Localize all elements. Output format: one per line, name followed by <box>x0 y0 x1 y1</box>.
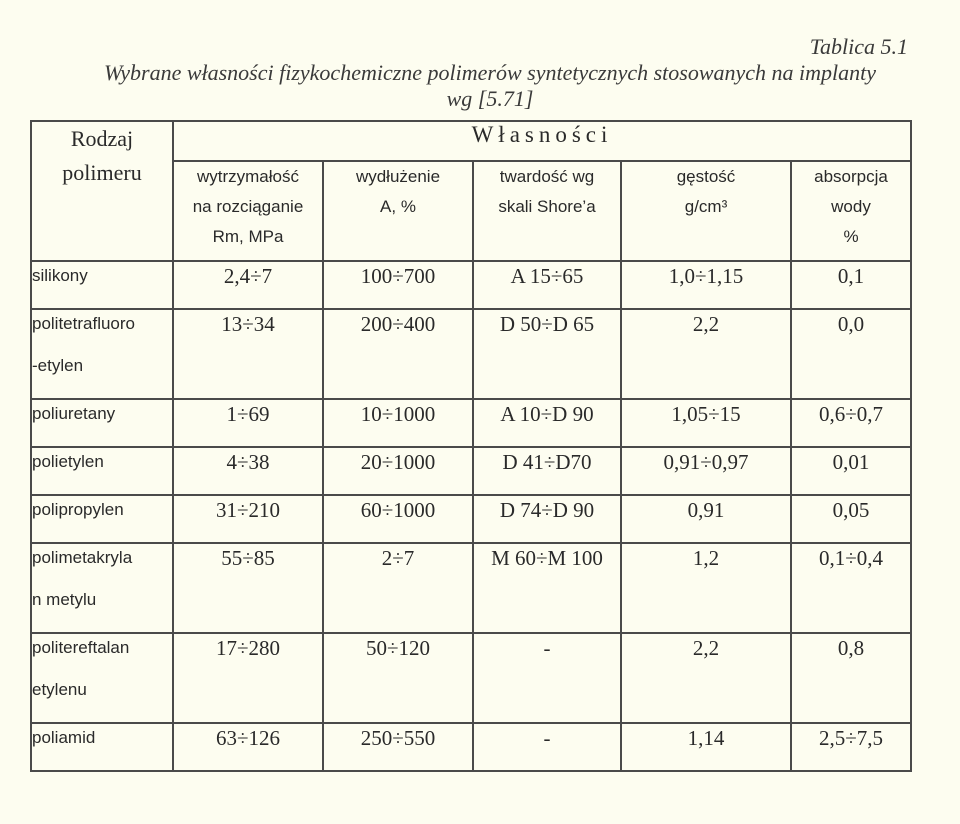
value-cell: 60÷1000 <box>323 495 473 543</box>
column-header-line: % <box>843 227 859 246</box>
column-header-hardness <box>473 161 621 261</box>
table-row <box>31 261 911 309</box>
table-title <box>60 60 920 112</box>
value-cell: 0,91 <box>621 495 791 543</box>
column-header-line: gęstość <box>676 167 736 186</box>
polymer-name: poliamid <box>32 728 96 747</box>
polymer-name: n metylu <box>32 590 97 609</box>
column-header-elongation <box>323 161 473 261</box>
value-cell: 2,2 <box>621 309 791 399</box>
value-cell: 63÷126 <box>173 723 323 771</box>
polymer-name-cell <box>31 447 173 495</box>
table-row <box>31 543 911 633</box>
polymer-name-cell <box>31 543 173 633</box>
column-header-line: twardość wg <box>499 167 595 186</box>
value-cell: 50÷120 <box>323 633 473 723</box>
value-cell: 0,91÷0,97 <box>621 447 791 495</box>
value-cell: 1,05÷15 <box>621 399 791 447</box>
polymer-name-cell <box>31 723 173 771</box>
polymer-name-cell <box>31 399 173 447</box>
value-cell: 55÷85 <box>173 543 323 633</box>
value-cell: M 60÷M 100 <box>473 543 621 633</box>
value-cell: 10÷1000 <box>323 399 473 447</box>
column-header-line: na rozciąganie <box>192 197 304 216</box>
value-cell: 1,0÷1,15 <box>621 261 791 309</box>
value-cell: 31÷210 <box>173 495 323 543</box>
table-row <box>31 309 911 399</box>
value-cell: 0,01 <box>791 447 911 495</box>
value-cell: D 50÷D 65 <box>473 309 621 399</box>
column-header-line: Rm, MPa <box>212 227 284 246</box>
table-title-line: wg [5.71] <box>446 86 534 111</box>
column-header-line: skali Shore’a <box>498 197 596 216</box>
row-header-line: Rodzaj <box>70 126 134 151</box>
value-cell: D 41÷D70 <box>473 447 621 495</box>
table-row <box>31 447 911 495</box>
polymer-properties-table <box>30 120 912 772</box>
value-cell: 250÷550 <box>323 723 473 771</box>
value-cell: 0,0 <box>791 309 911 399</box>
table-row <box>31 399 911 447</box>
polymer-name: politetrafluoro <box>32 314 136 333</box>
polymer-name-cell <box>31 495 173 543</box>
value-cell: 2÷7 <box>323 543 473 633</box>
polymer-name: polimetakryla <box>32 548 133 567</box>
polymer-name: politereftalan <box>32 638 130 657</box>
table-row <box>31 723 911 771</box>
polymer-name: polipropylen <box>32 500 124 519</box>
table-number: Tablica 5.1 <box>809 34 908 59</box>
value-cell: 0,6÷0,7 <box>791 399 911 447</box>
value-cell: 0,05 <box>791 495 911 543</box>
column-header-line: wody <box>831 197 871 216</box>
column-header-line: wytrzymałość <box>196 167 299 186</box>
value-cell: 1,2 <box>621 543 791 633</box>
group-header-properties: Własności <box>173 121 911 161</box>
value-cell: A 15÷65 <box>473 261 621 309</box>
polymer-name: etylenu <box>32 680 87 699</box>
polymer-name: silikony <box>32 266 88 285</box>
value-cell: 100÷700 <box>323 261 473 309</box>
value-cell: 20÷1000 <box>323 447 473 495</box>
value-cell: - <box>473 633 621 723</box>
polymer-name: poliuretany <box>32 404 116 423</box>
value-cell: D 74÷D 90 <box>473 495 621 543</box>
column-header-line: absorpcja <box>814 167 888 186</box>
value-cell: - <box>473 723 621 771</box>
value-cell: 1÷69 <box>173 399 323 447</box>
polymer-name-cell <box>31 309 173 399</box>
value-cell: 0,1÷0,4 <box>791 543 911 633</box>
value-cell: 4÷38 <box>173 447 323 495</box>
column-header-line: wydłużenie <box>355 167 441 186</box>
value-cell: 200÷400 <box>323 309 473 399</box>
value-cell: 17÷280 <box>173 633 323 723</box>
value-cell: 2,5÷7,5 <box>791 723 911 771</box>
value-cell: A 10÷D 90 <box>473 399 621 447</box>
value-cell: 13÷34 <box>173 309 323 399</box>
value-cell: 1,14 <box>621 723 791 771</box>
polymer-name: -etylen <box>32 356 84 375</box>
column-header-line: A, % <box>380 197 416 216</box>
table-row <box>31 495 911 543</box>
row-header-line: polimeru <box>62 160 142 185</box>
value-cell: 0,8 <box>791 633 911 723</box>
table-title-line: Wybrane własności fizykochemiczne polimerów syntetycznych stosowanych na implanty <box>103 60 877 85</box>
polymer-name-cell <box>31 261 173 309</box>
value-cell: 0,1 <box>791 261 911 309</box>
column-header-line: g/cm³ <box>684 197 728 216</box>
column-header-density <box>621 161 791 261</box>
polymer-name: polietylen <box>32 452 104 471</box>
column-header-water-absorption <box>791 161 911 261</box>
column-header-tensile-strength <box>173 161 323 261</box>
table-row <box>31 633 911 723</box>
value-cell: 2,4÷7 <box>173 261 323 309</box>
value-cell: 2,2 <box>621 633 791 723</box>
row-header-polymer-type <box>31 121 173 261</box>
polymer-name-cell <box>31 633 173 723</box>
